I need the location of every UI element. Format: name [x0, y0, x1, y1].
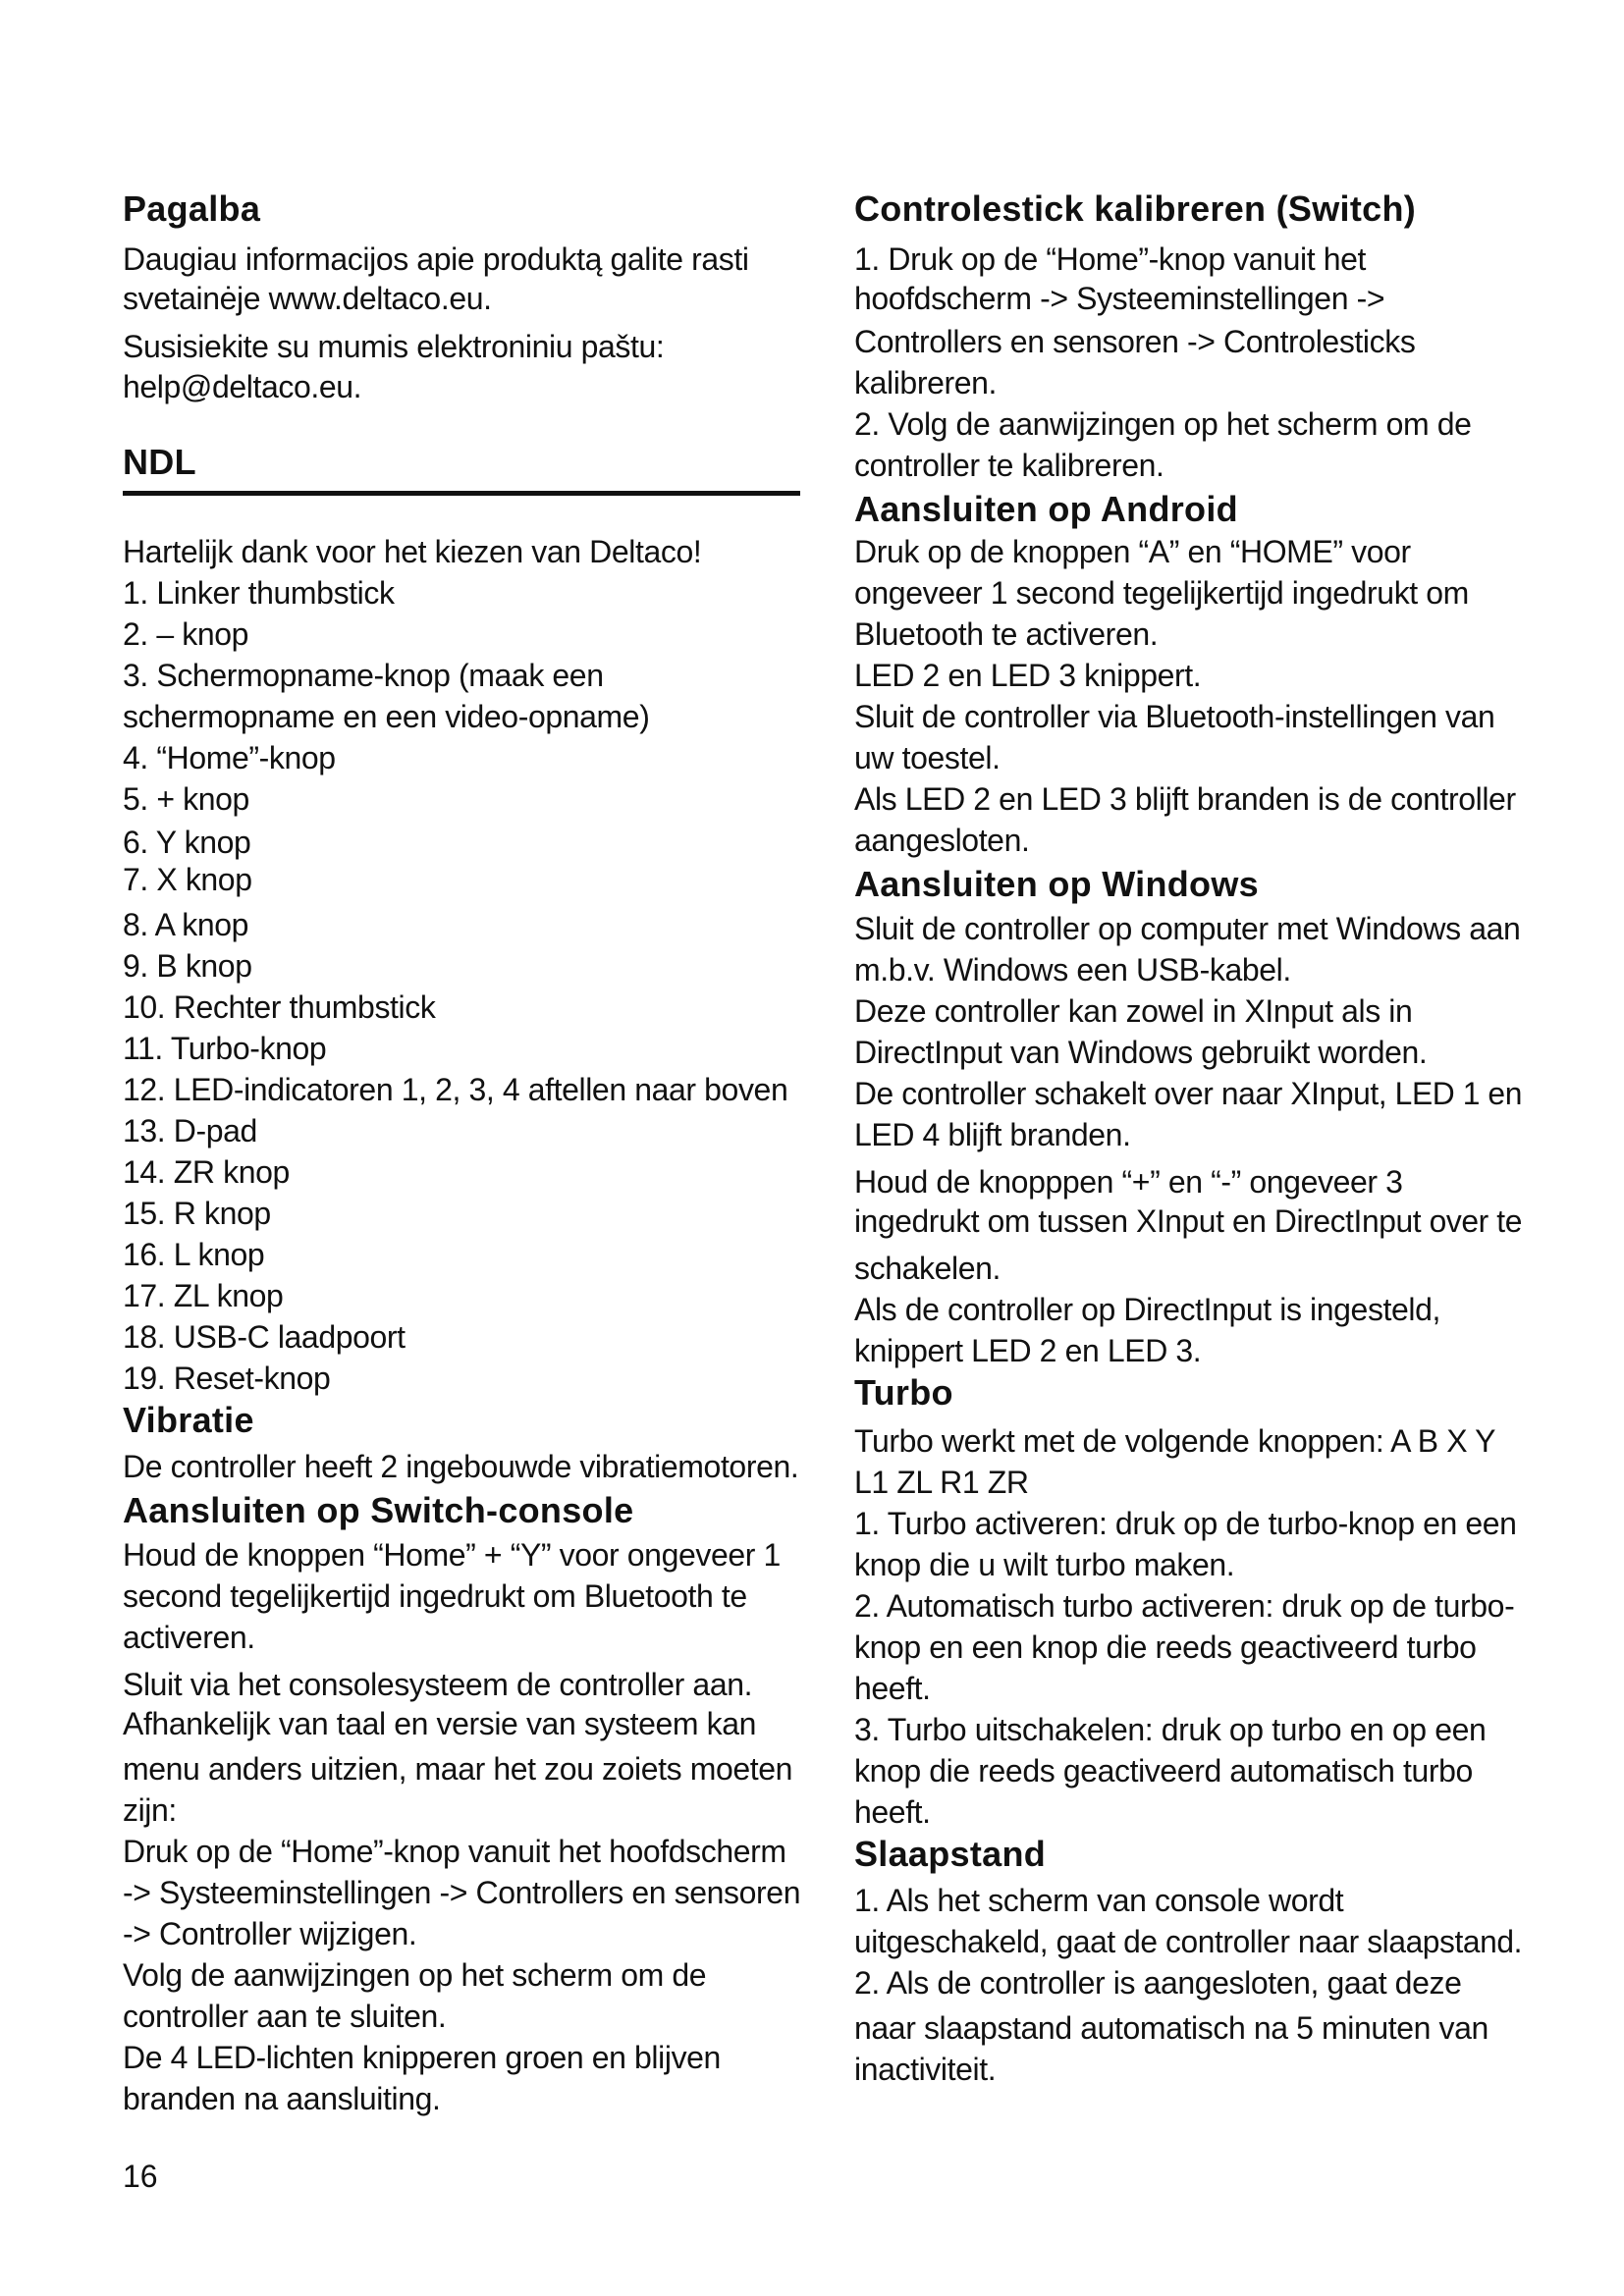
- page-number: 16: [123, 2159, 158, 2194]
- kalibreren-line: 2. Volg de aanwijzingen op het scherm om de: [854, 406, 1472, 442]
- slaapstand-line: naar slaapstand automatisch na 5 minuten van: [854, 2010, 1489, 2046]
- android-line: uw toestel.: [854, 740, 1001, 775]
- turbo-line: heeft.: [854, 1671, 931, 1706]
- switch-line: second tegelijkertijd ingedrukt om Bluetooth te: [123, 1578, 747, 1614]
- pagalba-line: help@deltaco.eu.: [123, 369, 362, 404]
- switch-line: Houd de knoppen “Home” + “Y” voor ongeveer 1: [123, 1537, 781, 1573]
- section-divider: [123, 491, 800, 496]
- turbo-line: knop die u wilt turbo maken.: [854, 1547, 1235, 1582]
- list-item: 11. Turbo-knop: [123, 1031, 327, 1066]
- heading-turbo: Turbo: [854, 1372, 953, 1413]
- switch-line: Volg de aanwijzingen op het scherm om de: [123, 1957, 707, 1993]
- turbo-line: L1 ZL R1 ZR: [854, 1465, 1029, 1500]
- windows-line: knippert LED 2 en LED 3.: [854, 1333, 1202, 1368]
- list-item: 6. Y knop: [123, 825, 251, 860]
- list-item: 17. ZL knop: [123, 1278, 284, 1313]
- windows-line: schakelen.: [854, 1251, 1001, 1286]
- slaapstand-line: 1. Als het scherm van console wordt: [854, 1883, 1344, 1918]
- switch-line: -> Systeeminstellingen -> Controllers en sensoren: [123, 1875, 801, 1910]
- windows-line: Houd de knopppen “+” en “-” ongeveer 3: [854, 1164, 1403, 1200]
- slaapstand-line: uitgeschakeld, gaat de controller naar slaapstand.: [854, 1924, 1523, 1959]
- list-item: 4. “Home”-knop: [123, 740, 336, 775]
- heading-switch: Aansluiten op Switch-console: [123, 1490, 634, 1530]
- vibratie-line: De controller heeft 2 ingebouwde vibratiemotoren.: [123, 1449, 799, 1484]
- pagalba-line: svetainėje www.deltaco.eu.: [123, 281, 492, 316]
- kalibreren-line: 1. Druk op de “Home”-knop vanuit het: [854, 241, 1366, 277]
- turbo-line: 1. Turbo activeren: druk op de turbo-knop en een: [854, 1506, 1517, 1541]
- heading-pagalba: Pagalba: [123, 188, 261, 229]
- heading-slaapstand: Slaapstand: [854, 1834, 1047, 1874]
- list-item: 7. X knop: [123, 862, 252, 897]
- android-line: LED 2 en LED 3 knippert.: [854, 658, 1202, 693]
- list-item: schermopname en een video-opname): [123, 699, 650, 734]
- windows-line: De controller schakelt over naar XInput, LED 1 en: [854, 1076, 1522, 1111]
- windows-line: m.b.v. Windows een USB-kabel.: [854, 952, 1291, 988]
- list-item: 1. Linker thumbstick: [123, 575, 395, 611]
- slaapstand-line: 2. Als de controller is aangesloten, gaat deze: [854, 1965, 1462, 2001]
- switch-line: activeren.: [123, 1620, 255, 1655]
- heading-android: Aansluiten op Android: [854, 489, 1238, 529]
- switch-line: -> Controller wijzigen.: [123, 1916, 417, 1951]
- slaapstand-line: inactiviteit.: [854, 2052, 997, 2087]
- list-item: 16. L knop: [123, 1237, 265, 1272]
- list-item: 9. B knop: [123, 948, 252, 984]
- kalibreren-line: controller te kalibreren.: [854, 448, 1164, 483]
- list-item: 10. Rechter thumbstick: [123, 989, 436, 1025]
- list-item: 2. – knop: [123, 616, 249, 652]
- list-item: 15. R knop: [123, 1196, 271, 1231]
- thanks-text: Hartelijk dank voor het kiezen van Deltaco!: [123, 534, 702, 569]
- list-item: 12. LED-indicatoren 1, 2, 3, 4 aftellen naar boven: [123, 1072, 788, 1107]
- turbo-line: knop en een knop die reeds geactiveerd turbo: [854, 1629, 1477, 1665]
- list-item: 13. D-pad: [123, 1113, 257, 1148]
- windows-line: Sluit de controller op computer met Windows aan: [854, 911, 1521, 946]
- heading-ndl: NDL: [123, 442, 196, 482]
- switch-line: menu anders uitzien, maar het zou zoiets moeten: [123, 1751, 793, 1787]
- android-line: aangesloten.: [854, 823, 1030, 858]
- turbo-line: Turbo werkt met de volgende knoppen: A B X Y: [854, 1423, 1496, 1459]
- windows-line: Deze controller kan zowel in XInput als in: [854, 993, 1413, 1029]
- heading-kalibreren: Controlestick kalibreren (Switch): [854, 188, 1417, 229]
- switch-line: Druk op de “Home”-knop vanuit het hoofdscherm: [123, 1834, 786, 1869]
- list-item: 18. USB-C laadpoort: [123, 1319, 406, 1355]
- kalibreren-line: kalibreren.: [854, 365, 998, 400]
- turbo-line: heeft.: [854, 1794, 931, 1830]
- list-item: 14. ZR knop: [123, 1154, 290, 1190]
- kalibreren-line: hoofdscherm -> Systeeminstellingen ->: [854, 281, 1385, 316]
- turbo-line: knop die reeds geactiveerd automatisch turbo: [854, 1753, 1473, 1789]
- switch-line: controller aan te sluiten.: [123, 1999, 447, 2034]
- android-line: Druk op de knoppen “A” en “HOME” voor: [854, 534, 1411, 569]
- turbo-line: 2. Automatisch turbo activeren: druk op de turbo-: [854, 1588, 1515, 1624]
- pagalba-line: Daugiau informacijos apie produktą galite rasti: [123, 241, 749, 277]
- heading-windows: Aansluiten op Windows: [854, 864, 1259, 904]
- switch-line: Afhankelijk van taal en versie van systeem kan: [123, 1706, 757, 1741]
- android-line: ongeveer 1 second tegelijkertijd ingedrukt om: [854, 575, 1469, 611]
- list-item: 8. A knop: [123, 907, 249, 942]
- switch-line: zijn:: [123, 1792, 177, 1828]
- heading-vibratie: Vibratie: [123, 1400, 254, 1440]
- switch-line: De 4 LED-lichten knipperen groen en blijven: [123, 2040, 721, 2075]
- windows-line: DirectInput van Windows gebruikt worden.: [854, 1035, 1428, 1070]
- windows-line: Als de controller op DirectInput is ingesteld,: [854, 1292, 1441, 1327]
- windows-line: ingedrukt om tussen XInput en DirectInput over te: [854, 1203, 1523, 1239]
- pagalba-line: Susisiekite su mumis elektroniniu paštu:: [123, 329, 665, 364]
- list-item: 3. Schermopname-knop (maak een: [123, 658, 604, 693]
- kalibreren-line: Controllers en sensoren -> Controlesticks: [854, 324, 1416, 359]
- windows-line: LED 4 blijft branden.: [854, 1117, 1131, 1152]
- list-item: 19. Reset-knop: [123, 1361, 331, 1396]
- android-line: Sluit de controller via Bluetooth-instellingen van: [854, 699, 1495, 734]
- switch-line: Sluit via het consolesysteem de controller aan.: [123, 1667, 753, 1702]
- android-line: Als LED 2 en LED 3 blijft branden is de controller: [854, 781, 1516, 817]
- list-item: 5. + knop: [123, 781, 249, 817]
- turbo-line: 3. Turbo uitschakelen: druk op turbo en op een: [854, 1712, 1487, 1747]
- android-line: Bluetooth te activeren.: [854, 616, 1159, 652]
- switch-line: branden na aansluiting.: [123, 2081, 441, 2116]
